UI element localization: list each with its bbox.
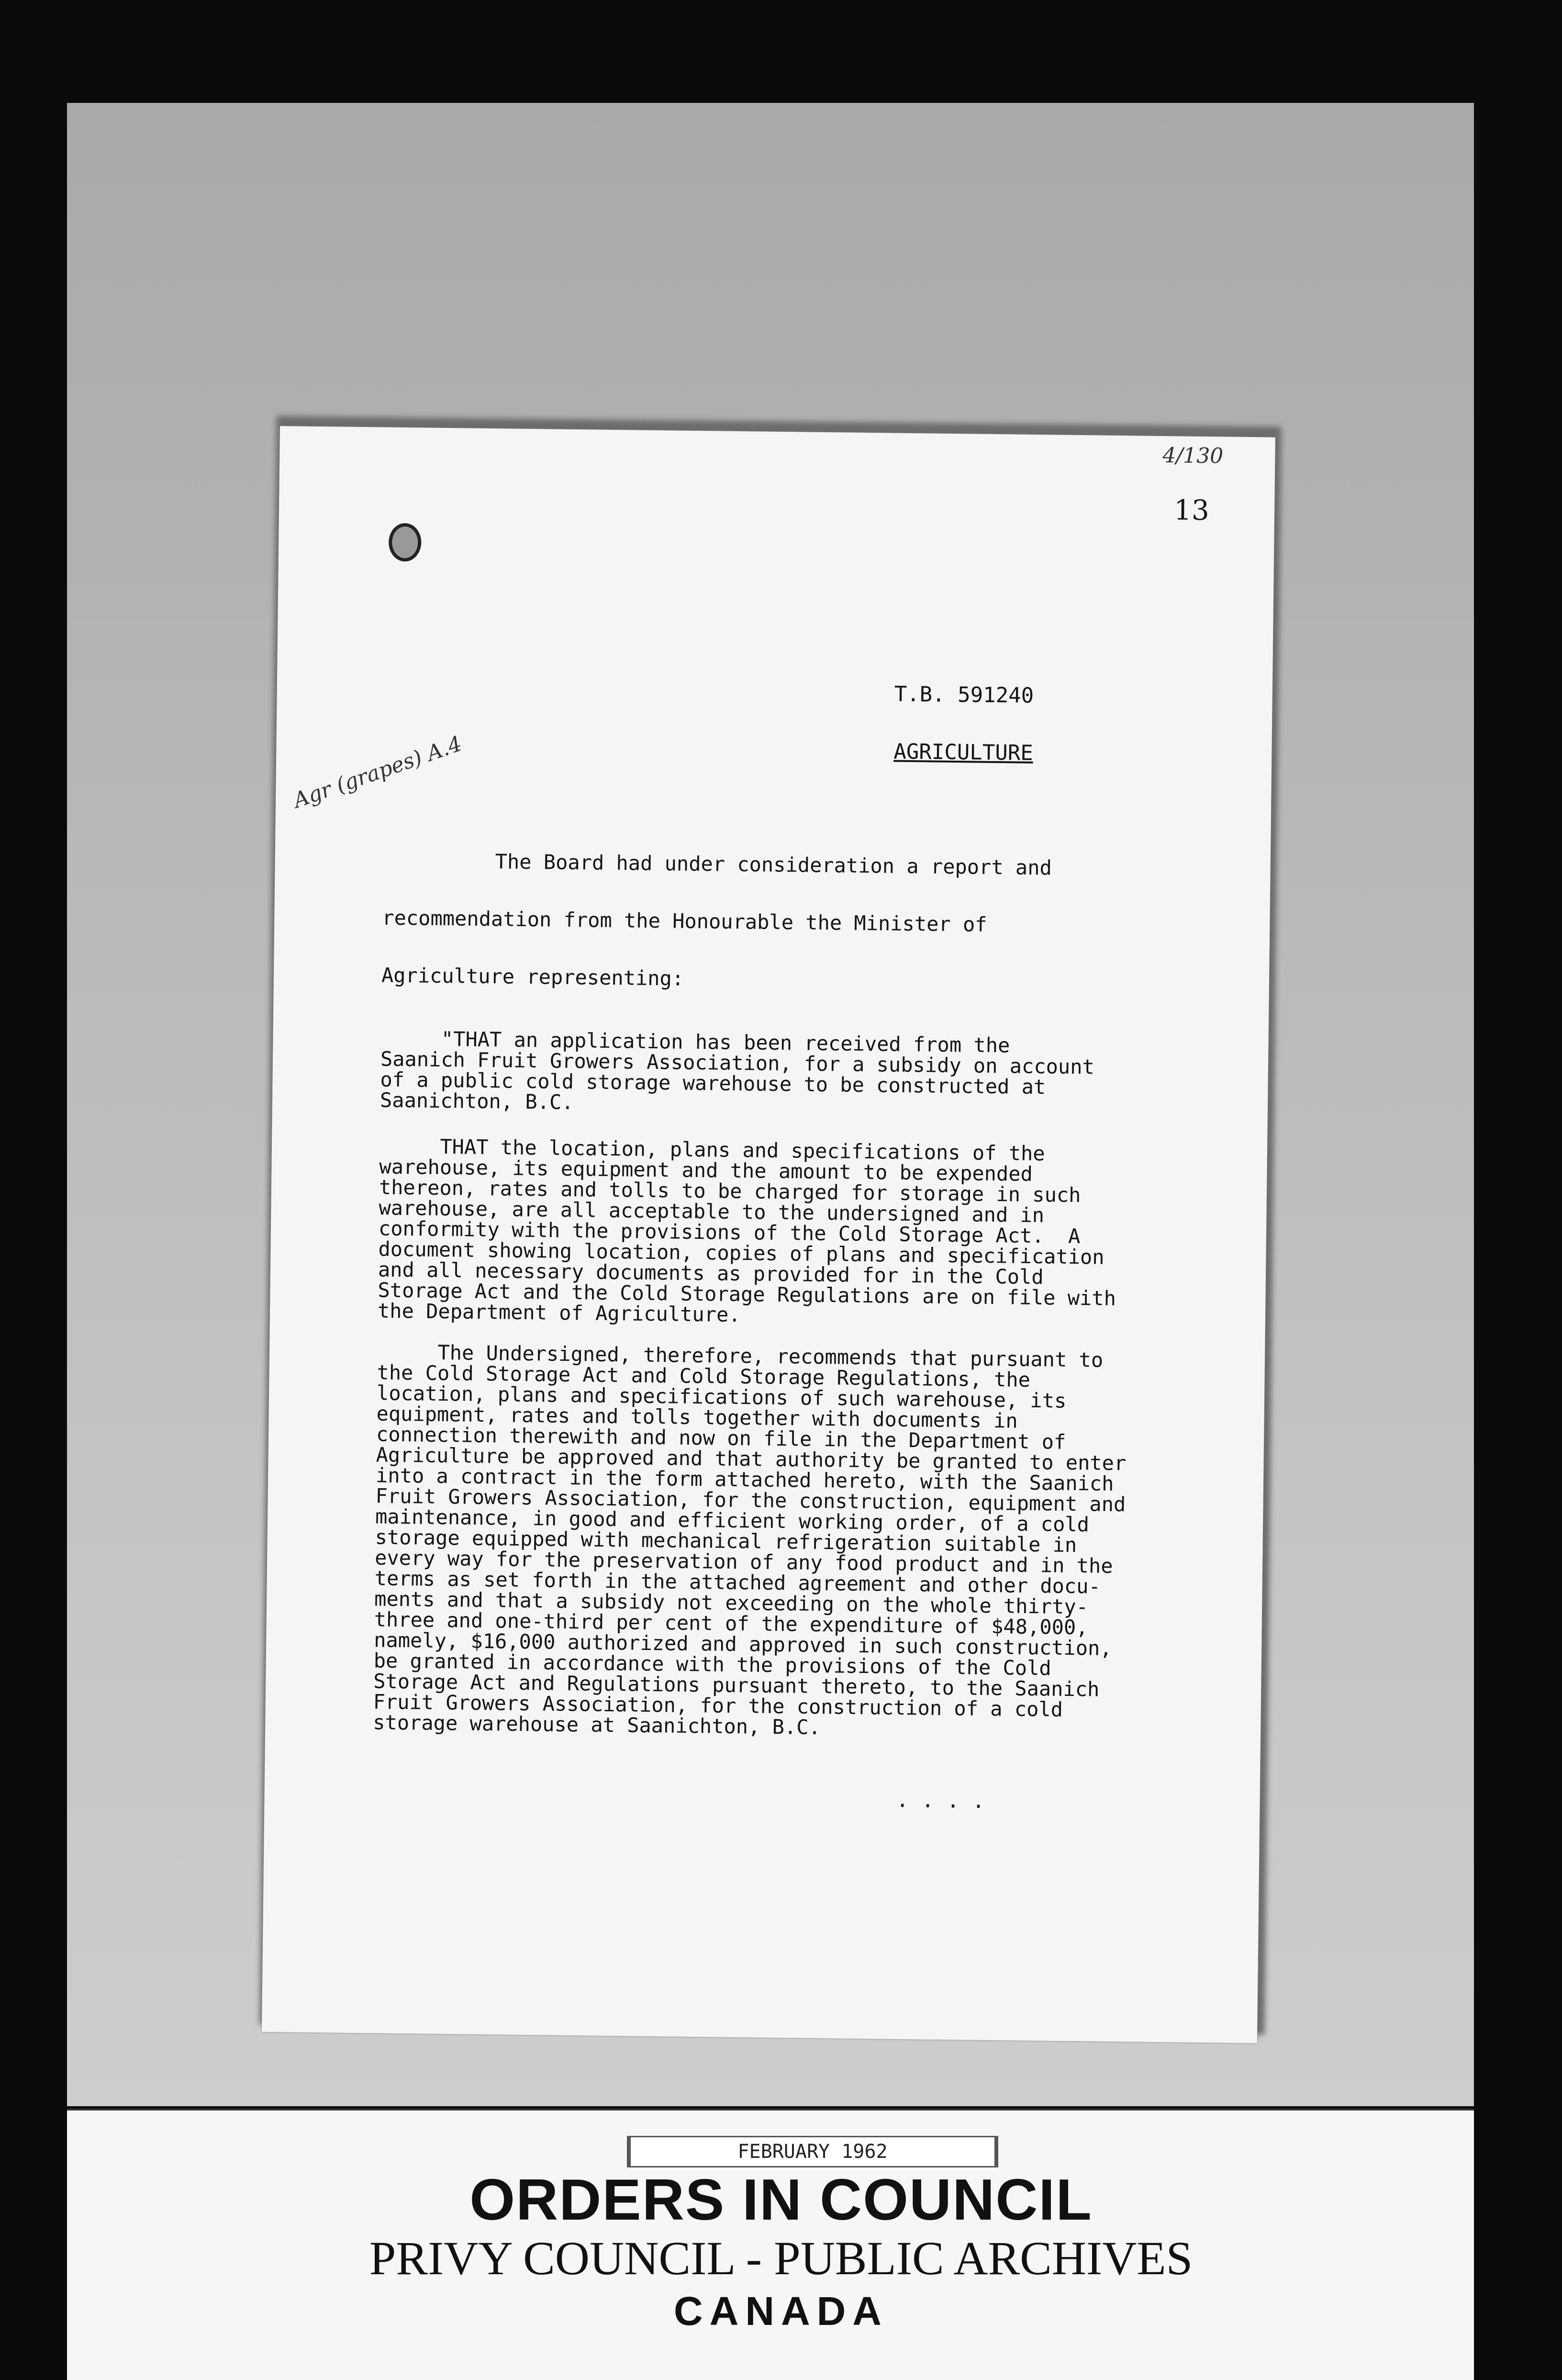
- archive-subtitle: PRIVY COUNCIL - PUBLIC ARCHIVES: [369, 2232, 1193, 2285]
- reference-number: T.B. 591240: [894, 682, 1034, 708]
- folio-note: 4/130: [1162, 443, 1224, 469]
- continuation-marker: . . . .: [896, 1787, 985, 1813]
- body-paragraph: The Undersigned, therefore, recommends that pursuant to the Cold Storage Act and Cold Storage Regulations, the location, plans and specifications of such warehouse, its equipment, rates and tolls together with documents in connection therewith and now on file in the Department of Agriculture be approved and that authority be granted to enter into a contract in the form attached hereto, with the Saanich Fruit Growers Association, for the construction, equipment and maintenance, in good and efficient working order, of a cold storage equipped with mechanical refrigeration suitable in every way for the preservation of any food product and in the terms as set forth in the attached agreement and other docu- ments and that a subsidy not exceeding on the whole thirty- three and one-third per cent of the expenditure of $48,000, namely, $16,000 authorized and approved in such construction, be granted in accordance with the provisions of the Cold Storage Act and Regulations pursuant thereto, to the Saanich Fruit Growers Association, for the construction of a cold storage warehouse at Saanichton, B.C.: [373, 1340, 1127, 1739]
- department-heading: AGRICULTURE: [893, 739, 1034, 765]
- body-paragraph: THAT the location, plans and specifications of the warehouse, its equipment and the amount to be expended thereon, rates and tolls to be charged for storage in such warehouse, are all acceptable to the undersigned and in conformity with the provisions of the Cold Storage Act. A document showing location, copies of plans and specification and all necessary documents as provided for in the Cold Storage Act and the Cold Storage Regulations are on file with the Department of Agriculture.: [377, 1134, 1116, 1327]
- archive-country: CANADA: [674, 2289, 888, 2334]
- page-number: 13: [1173, 494, 1210, 527]
- intro-line: The Board had under consideration a report and: [495, 850, 1052, 880]
- punch-hole-icon: [389, 523, 422, 562]
- intro-line: Agriculture representing:: [381, 963, 684, 990]
- body-paragraph: "THAT an application has been received from the Saanich Fruit Growers Association, for a subsidy on account of a public cold storage warehouse to be constructed at Saanichton, B.C.: [379, 1026, 1095, 1114]
- date-stamp: FEBRUARY 1962: [627, 2136, 998, 2167]
- document-page: [262, 426, 1275, 2043]
- handwritten-margin-note: Agr (grapes) A.4: [290, 731, 465, 813]
- intro-line: recommendation from the Honourable the Minister of: [382, 906, 987, 936]
- archive-title: ORDERS IN COUNCIL: [469, 2167, 1093, 2232]
